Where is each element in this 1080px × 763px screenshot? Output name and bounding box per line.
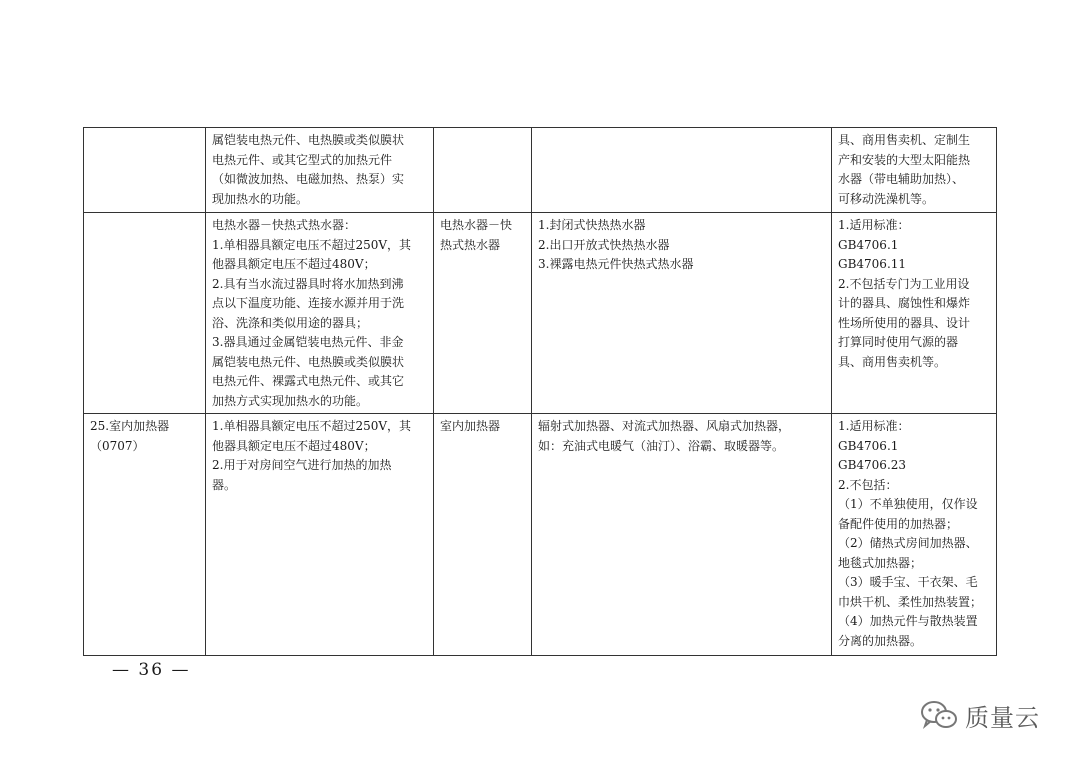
cell-text-line: 电热元件、裸露式电热元件、或其它 [212, 374, 405, 388]
table-row [84, 414, 997, 656]
cell-text-line: GB4706.1 [838, 237, 899, 252]
table-cell [434, 414, 532, 656]
cell-text-line: 1.单相器具额定电压不超过250V，其 [212, 419, 412, 433]
watermark-text: 质量云 [965, 703, 1040, 732]
cell-text-line: 性场所使用的器具、设计 [838, 315, 971, 330]
cell-text-line: 属铠装电热元件、电热膜或类似膜状 [212, 133, 405, 147]
cell-text-line: 2.用于对房间空气进行加热的加热 [212, 458, 392, 472]
cell-text-line: 可移动洗澡机等。 [838, 191, 935, 206]
cell-text-line: 2.不包括专门为工业用设 [838, 276, 970, 291]
cell-text-line: 辐射式加热器、对流式加热器、风扇式加热器， [538, 419, 791, 433]
cell-text-line: 3.裸露电热元件快热式热水器 [538, 257, 694, 271]
cell-text-line: 2.具有当水流过器具时将水加热到沸 [212, 276, 404, 291]
cell-text-line: 现加热水的功能。 [212, 191, 309, 206]
table-cell [206, 414, 434, 656]
table-row [84, 128, 997, 213]
cell-text-line: 器。 [212, 477, 237, 492]
table-cell [532, 128, 832, 213]
cell-text-line: 浴、洗涤和类似用途的器具； [212, 315, 369, 330]
cell-text-line: 1.适用标准： [838, 419, 910, 433]
cell-text-line: 具、商用售卖机、定制生 [838, 133, 971, 147]
cell-text-line: 室内加热器 [440, 419, 501, 433]
table-cell [206, 128, 434, 213]
cell-text-line: 电热水器－快热式热水器： [212, 218, 357, 232]
cell-text-line: 3.器具通过金属铠装电热元件、非金 [212, 335, 404, 349]
cell-text-line: 他器具额定电压不超过480V； [212, 257, 376, 271]
table-cell [206, 213, 434, 414]
cell-text-line: 具、商用售卖机等。 [838, 354, 947, 369]
cell-text-line: 点以下温度功能、连接水源并用于洗 [212, 296, 405, 310]
table-cell [84, 128, 206, 213]
cell-text-line: 加热方式实现加热水的功能。 [212, 393, 369, 408]
table-cell [532, 414, 832, 656]
cell-text-line: 巾烘干机、柔性加热装置； [838, 594, 983, 609]
wechat-icon [920, 700, 958, 730]
cell-text-line: 2.出口开放式快热热水器 [538, 237, 670, 252]
cell-text-line: 电热水器－快 [440, 218, 513, 232]
cell-text-line: （3）暖手宝、干衣架、毛 [838, 575, 978, 589]
cell-text-line: GB4706.11 [838, 257, 907, 271]
cell-text-line: GB4706.1 [838, 438, 899, 453]
cell-text-line: （2）储热式房间加热器、 [838, 536, 978, 550]
table-cell [832, 213, 997, 414]
cell-text-line: （1）不单独使用，仅作设 [838, 497, 978, 511]
cell-text-line: 1.适用标准： [838, 218, 910, 232]
table-cell [532, 213, 832, 414]
table-cell [832, 128, 997, 213]
table-cell [434, 128, 532, 213]
table-cell [434, 213, 532, 414]
cell-text-line: （如微波加热、电磁加热、热泵）实 [212, 172, 405, 186]
cell-text-line: （0707） [90, 438, 145, 453]
cell-text-line: 属铠装电热元件、电热膜或类似膜状 [212, 354, 405, 369]
page-number: — 36 — [112, 660, 191, 680]
cell-text-line: 水器（带电辅助加热）、 [838, 172, 965, 186]
cell-text-line: 备配件使用的加热器； [838, 516, 959, 531]
table-cell [832, 414, 997, 656]
cell-text-line: 打算同时使用气源的器 [838, 335, 959, 349]
table-cell [84, 414, 206, 656]
table-row [84, 213, 997, 414]
cell-text-line: 1.封闭式快热热水器 [538, 218, 646, 232]
cell-text-line: 他器具额定电压不超过480V； [212, 438, 376, 453]
cell-text-line: 如：充油式电暖气（油汀）、浴霸、取暖器等。 [538, 438, 785, 453]
cell-text-line: 热式热水器 [440, 237, 501, 252]
cell-text-line: （4）加热元件与散热装置 [838, 614, 978, 628]
cell-text-line: 2.不包括： [838, 477, 898, 492]
cell-text-line: 地毯式加热器； [838, 555, 923, 570]
cell-text-line: 1.单相器具额定电压不超过250V，其 [212, 237, 412, 252]
cell-text-line: GB4706.23 [838, 458, 907, 472]
watermark [920, 698, 1040, 732]
cell-text-line: 25.室内加热器 [90, 419, 170, 433]
cell-text-line: 分离的加热器。 [838, 633, 923, 648]
cell-text-line: 产和安装的大型太阳能热 [838, 152, 971, 167]
cell-text-line: 电热元件、或其它型式的加热元件 [212, 152, 393, 167]
regulation-table [83, 127, 997, 656]
table-cell [84, 213, 206, 414]
cell-text-line: 计的器具、腐蚀性和爆炸 [838, 296, 971, 310]
